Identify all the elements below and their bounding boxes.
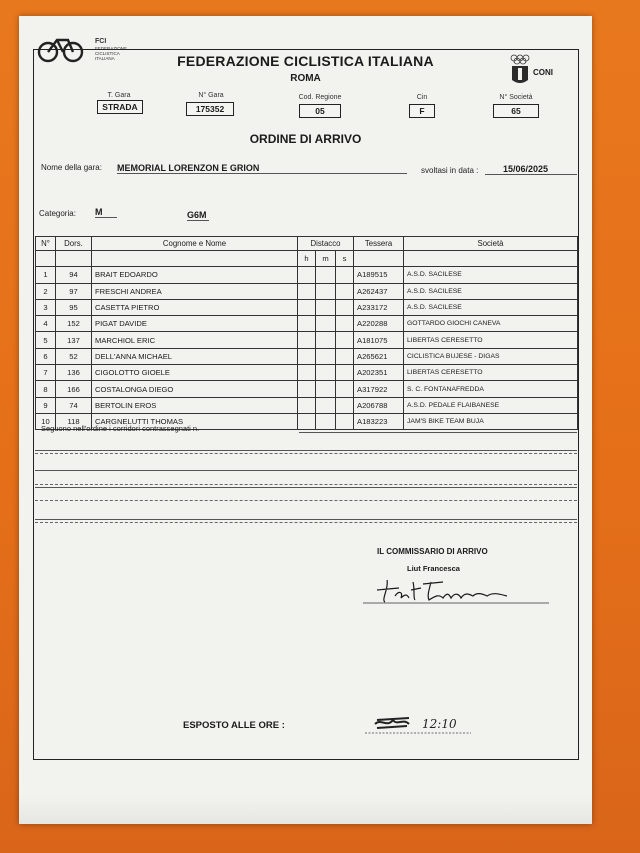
- cell-societa: CICLISTICA BUJESE - DIGAS: [404, 348, 578, 364]
- table-row: [36, 348, 578, 364]
- header-num: N°: [36, 237, 56, 251]
- race-name-value: MEMORIAL LORENZON E GRION: [117, 163, 407, 174]
- cell-m: [316, 332, 336, 348]
- cell-s: [336, 381, 354, 397]
- cell-m: [316, 381, 336, 397]
- cell-m: [316, 299, 336, 315]
- cell-h: [298, 365, 316, 381]
- rule-line: [35, 487, 577, 488]
- cell-name: CARGNELUTTI THOMAS: [92, 413, 298, 429]
- cell-name: COSTALONGA DIEGO: [92, 381, 298, 397]
- cell-tessera: A206788: [354, 397, 404, 413]
- cell-dors: 166: [56, 381, 92, 397]
- cell-s: [336, 299, 354, 315]
- cell-num: 8: [36, 381, 56, 397]
- category-code: G6M: [187, 210, 209, 221]
- table-row: [36, 283, 578, 299]
- paper-shading: [19, 796, 592, 824]
- header-s: s: [336, 251, 354, 267]
- fci-sub1: FEDERAZIONE: [95, 46, 128, 51]
- rule-line: [35, 519, 577, 520]
- cell-s: [336, 348, 354, 364]
- cell-name: MARCHIOL ERIC: [92, 332, 298, 348]
- cell-tessera: A265621: [354, 348, 404, 364]
- num-gara-label: N° Gara: [198, 92, 224, 99]
- results-table: [35, 236, 578, 430]
- cell-dors: 52: [56, 348, 92, 364]
- cell-dors: 137: [56, 332, 92, 348]
- table-row: [36, 299, 578, 315]
- num-societa-value: 65: [493, 104, 539, 118]
- cell-name: DELL'ANNA MICHAEL: [92, 348, 298, 364]
- cell-s: [336, 316, 354, 332]
- race-date-label: svoltasi in data :: [421, 166, 479, 175]
- cell-h: [298, 413, 316, 429]
- cell-tessera: A220288: [354, 316, 404, 332]
- cin-label: Cin: [416, 94, 428, 101]
- header-m: m: [316, 251, 336, 267]
- cell-dors: 136: [56, 365, 92, 381]
- cell-name: BERTOLIN EROS: [92, 397, 298, 413]
- tipo-gara-label: T. Gara: [107, 92, 131, 99]
- cell-h: [298, 397, 316, 413]
- cell-name: PIGAT DAVIDE: [92, 316, 298, 332]
- cell-tessera: A202351: [354, 365, 404, 381]
- table-row: [36, 267, 578, 283]
- rule-line: [35, 450, 577, 451]
- cell-h: [298, 348, 316, 364]
- cell-dors: 74: [56, 397, 92, 413]
- federation-city: ROMA: [290, 73, 321, 84]
- cell-num: 10: [36, 413, 56, 429]
- rule-dash: [35, 453, 577, 454]
- cell-m: [316, 413, 336, 429]
- header-h: h: [298, 251, 316, 267]
- table-row: [36, 316, 578, 332]
- header-distacco: Distacco: [298, 237, 354, 251]
- fci-sub2: CICLISTICA: [95, 51, 120, 56]
- cell-tessera: A181075: [354, 332, 404, 348]
- cell-h: [298, 283, 316, 299]
- num-gara-value: 175352: [186, 102, 234, 116]
- cell-num: 2: [36, 283, 56, 299]
- table-row: [36, 332, 578, 348]
- cell-tessera: A189515: [354, 267, 404, 283]
- rule-line: [299, 432, 577, 433]
- seguono-text: Seguono nell'ordine i corridori contrassegnati n.: [41, 424, 200, 433]
- rule-dash: [35, 522, 577, 523]
- commissario-name: Liut Francesca: [407, 564, 460, 573]
- cell-societa: LIBERTAS CERESETTO: [404, 332, 578, 348]
- esposto-time: 12:10: [422, 717, 457, 731]
- table-row: [36, 397, 578, 413]
- cell-h: [298, 332, 316, 348]
- signature-icon: [359, 572, 549, 606]
- race-name-label: Nome della gara:: [41, 163, 102, 172]
- cell-s: [336, 413, 354, 429]
- category-value: M: [95, 207, 117, 218]
- table-subheader-row: [36, 251, 578, 267]
- federation-title: FEDERAZIONE CICLISTICA ITALIANA: [177, 53, 434, 69]
- cell-m: [316, 316, 336, 332]
- cell-dors: 95: [56, 299, 92, 315]
- fci-abbr: FCI: [95, 38, 107, 45]
- cell-h: [298, 381, 316, 397]
- cell-dors: 118: [56, 413, 92, 429]
- cell-num: 5: [36, 332, 56, 348]
- header-societa: Società: [404, 237, 578, 251]
- cell-name: BRAIT EDOARDO: [92, 267, 298, 283]
- cell-dors: 94: [56, 267, 92, 283]
- cell-h: [298, 316, 316, 332]
- esposto-label: ESPOSTO ALLE ORE :: [183, 720, 285, 731]
- cell-num: 1: [36, 267, 56, 283]
- cell-societa: JAM'S BIKE TEAM BUJA: [404, 413, 578, 429]
- cell-dors: 97: [56, 283, 92, 299]
- cell-tessera: A183223: [354, 413, 404, 429]
- document-title: ORDINE DI ARRIVO: [249, 132, 362, 146]
- cell-h: [298, 299, 316, 315]
- table-row: [36, 381, 578, 397]
- cell-m: [316, 267, 336, 283]
- table-row: [36, 365, 578, 381]
- table-header-row: [36, 237, 578, 251]
- cell-s: [336, 283, 354, 299]
- cell-m: [316, 283, 336, 299]
- cell-tessera: A317922: [354, 381, 404, 397]
- cell-s: [336, 365, 354, 381]
- cell-dors: 152: [56, 316, 92, 332]
- document-sheet: [19, 16, 592, 824]
- rule-dash: [35, 500, 577, 501]
- header-name: Cognome e Nome: [92, 237, 298, 251]
- cell-m: [316, 348, 336, 364]
- cell-s: [336, 397, 354, 413]
- cell-societa: A.S.D. SACILESE: [404, 267, 578, 283]
- cod-regione-label: Cod. Regione: [298, 94, 342, 101]
- cell-societa: A.S.D. SACILESE: [404, 299, 578, 315]
- cell-h: [298, 267, 316, 283]
- cell-s: [336, 267, 354, 283]
- cell-societa: GOTTARDO GIOCHI CANEVA: [404, 316, 578, 332]
- header-dors: Dors.: [56, 237, 92, 251]
- rule-dash: [35, 484, 577, 485]
- cod-regione-value: 05: [299, 104, 341, 118]
- header-tessera: Tessera: [354, 237, 404, 251]
- cell-m: [316, 365, 336, 381]
- tipo-gara-value: STRADA: [97, 100, 143, 114]
- cell-num: 3: [36, 299, 56, 315]
- fci-sub3: ITALIANA: [95, 56, 115, 61]
- cin-value: F: [409, 104, 435, 118]
- cell-societa: LIBERTAS CERESETTO: [404, 365, 578, 381]
- commissario-label: IL COMMISSARIO DI ARRIVO: [377, 547, 488, 556]
- cell-societa: S. C. FONTANAFREDDA: [404, 381, 578, 397]
- cell-name: FRESCHI ANDREA: [92, 283, 298, 299]
- cell-societa: A.S.D. SACILESE: [404, 283, 578, 299]
- rule-line: [35, 470, 577, 471]
- category-label: Categoria:: [39, 209, 76, 218]
- cell-num: 7: [36, 365, 56, 381]
- cell-tessera: A262437: [354, 283, 404, 299]
- cell-s: [336, 332, 354, 348]
- race-date-value: 15/06/2025: [485, 164, 577, 175]
- coni-label: CONI: [533, 68, 553, 77]
- cell-num: 4: [36, 316, 56, 332]
- cell-num: 6: [36, 348, 56, 364]
- cell-societa: A.S.D. PEDALE FLAIBANESE: [404, 397, 578, 413]
- cell-name: CIGOLOTTO GIOELE: [92, 365, 298, 381]
- cell-tessera: A233172: [354, 299, 404, 315]
- cell-name: CASETTA PIETRO: [92, 299, 298, 315]
- num-societa-label: N° Società: [499, 94, 533, 101]
- cell-m: [316, 397, 336, 413]
- cell-num: 9: [36, 397, 56, 413]
